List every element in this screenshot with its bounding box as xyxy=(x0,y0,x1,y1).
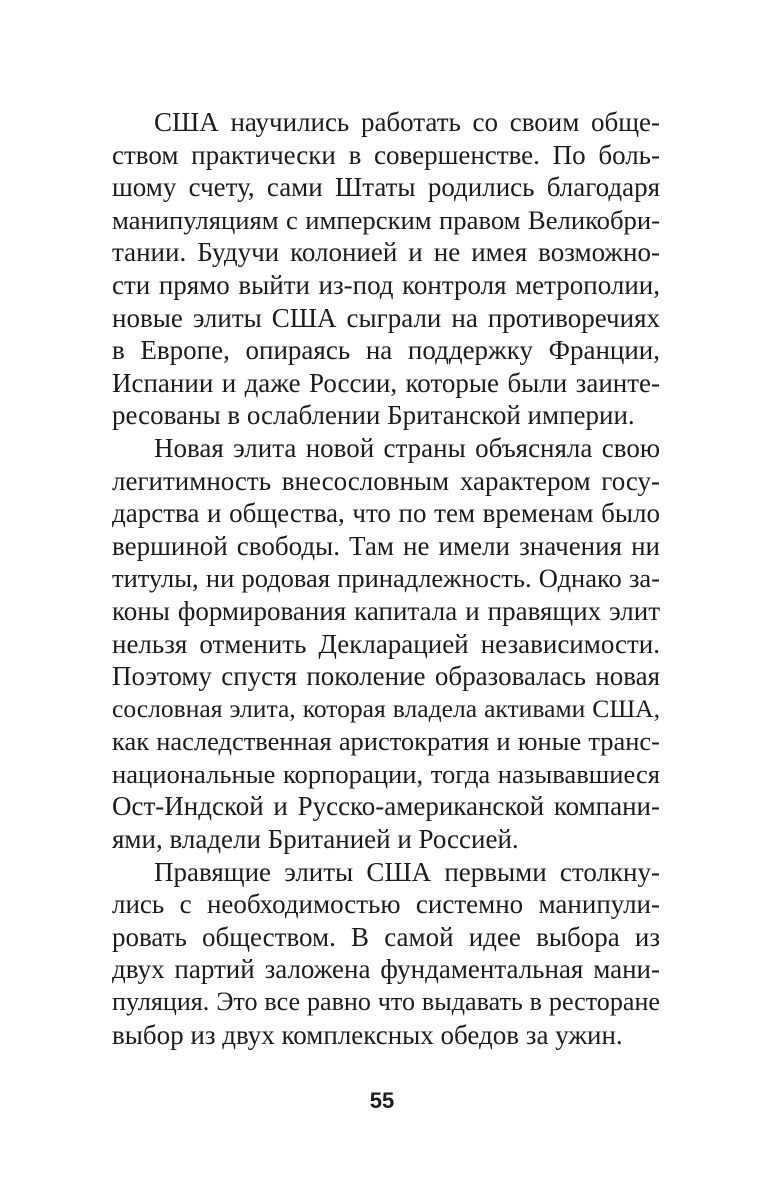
paragraph-3-line-1: Правящие элиты США первыми столкну- xyxy=(154,856,660,887)
paragraph-2-line-11: национальные корпорации, тогда называвшиеся xyxy=(112,758,660,789)
paragraph-2-line-9: сословная элита, которая владела активами США, xyxy=(112,693,660,723)
paragraph-1-line-7: новые элиты США сыграли на противоречиях xyxy=(112,302,660,333)
body-text xyxy=(112,106,660,1051)
paragraph-1-line-1: США научились работать со своим обще- xyxy=(154,107,660,137)
page-number: 55 xyxy=(369,1088,395,1113)
paragraph-2-line-3: дарства и общества, что по тем временам было xyxy=(112,498,660,529)
paragraph-3-line-2: лись с необходимостью системно манипули- xyxy=(112,889,660,920)
paragraph-1-line-3: шому счету, сами Штаты родились благодаря xyxy=(112,172,660,203)
paragraph-2-line-4: вершиной свободы. Там не имели значения ни xyxy=(112,530,660,561)
paragraph-1-line-2: ством практически в совершенстве. По боль- xyxy=(112,139,660,170)
paragraph-2-line-7: нельзя отменить Декларацией независимости. xyxy=(112,628,660,659)
paragraph-3-line-5: пуляция. Это все равно что выдавать в ресторане xyxy=(112,987,660,1017)
paragraph-2-line-6: коны формирования капитала и правящих элит xyxy=(112,595,660,626)
paragraph-1-line-10: ресованы в ослаблении Британской империи. xyxy=(112,400,635,431)
paragraph-1-line-6: сти прямо выйти из-под контроля метрополии, xyxy=(112,269,660,300)
paragraph-2-line-12: Ост-Индской и Русско-американской компани- xyxy=(112,791,660,822)
paragraph-2-line-8: Поэтому спустя поколение образовалась новая xyxy=(112,661,660,692)
paragraph-2-line-10: как наследственная аристократия и юные транс- xyxy=(112,726,660,757)
paragraph-2-line-13: ями, владели Британией и Россией. xyxy=(112,824,519,855)
paragraph-2-line-2: легитимность внесословным характером госу- xyxy=(112,465,660,496)
paragraph-1-line-9: Испании и даже России, которые были заинте- xyxy=(112,367,660,398)
paragraph-2-line-5: титулы, ни родовая принадлежность. Однако за- xyxy=(112,563,660,594)
paragraph-3-line-6: выбор из двух комплексных обедов за ужин. xyxy=(112,1019,623,1050)
paragraph-2-line-1: Новая элита новой страны объясняла свою xyxy=(154,432,660,463)
paragraph-1-line-4: манипуляциям с имперским правом Великобри- xyxy=(112,204,660,235)
paragraph-1-line-5: тании. Будучи колонией и не имея возможно- xyxy=(112,237,660,268)
paragraph-1-line-8: в Европе, опираясь на поддержку Франции, xyxy=(112,335,660,366)
paragraph-3-line-4: двух партий заложена фундаментальная мани- xyxy=(112,954,660,985)
paragraph-3-line-3: ровать обществом. В самой идее выбора из xyxy=(112,921,660,952)
